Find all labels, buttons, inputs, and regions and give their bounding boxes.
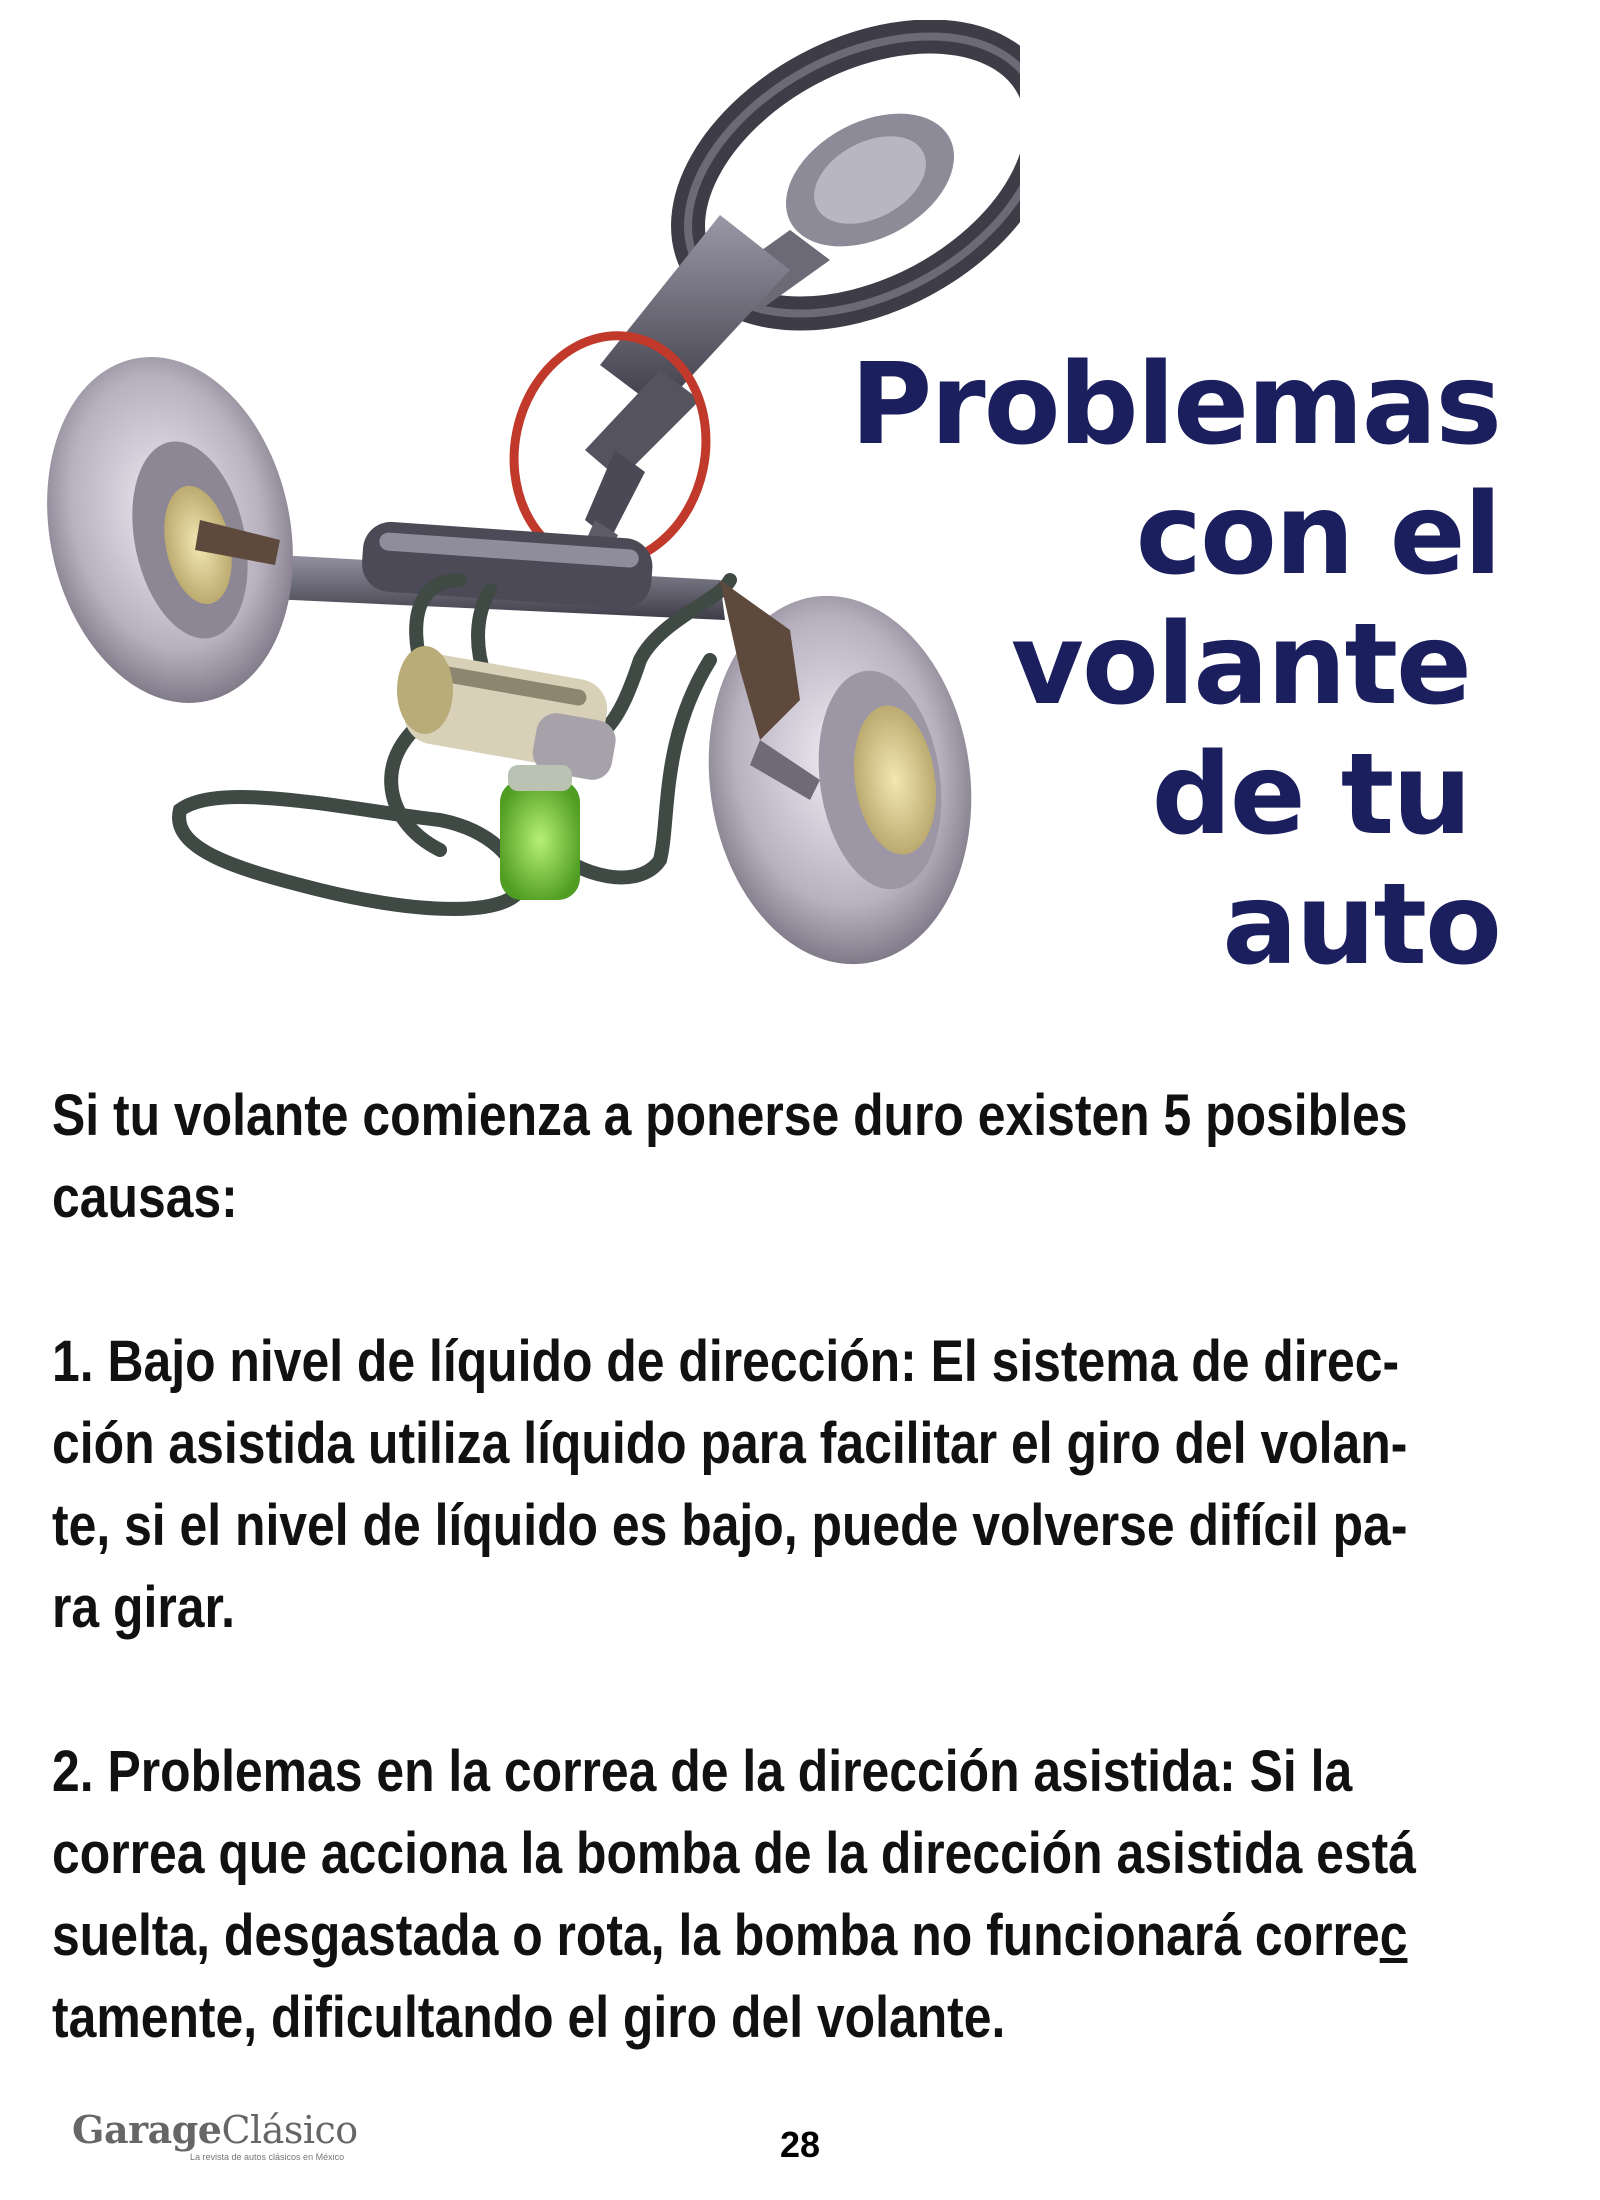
left-tire-icon	[20, 334, 324, 726]
logo-part-clasico: Clásico	[221, 2108, 358, 2152]
article-body	[52, 1075, 1416, 2141]
fluid-reservoir-icon	[500, 765, 580, 900]
cause-2-paragraph	[52, 1731, 1561, 2059]
cause-1-paragraph	[52, 1321, 1561, 1649]
logo-part-garage: Garage	[72, 2107, 222, 2152]
page-number: 28	[779, 2124, 821, 2165]
title-line: volante	[1010, 600, 1470, 730]
text-line	[52, 1895, 1561, 1977]
text-line: te, si el nivel de líquido es bajo, puede volverse difícil pa-	[52, 1493, 1408, 1558]
text-line: correa que acciona la bomba de la dirección asistida está	[52, 1821, 1416, 1886]
logo-wordmark	[72, 2108, 372, 2152]
logo-tagline: La revista de autos clásicos en México	[190, 2152, 345, 2162]
intro-paragraph	[52, 1075, 1561, 1239]
text-line: Si tu volante comienza a ponerse duro existen 5 posibles	[52, 1083, 1408, 1148]
text-fragment: suelta, desgastada o rota, la bomba no funcionará corre	[52, 1903, 1380, 1968]
text-line: tamente, dificultando el giro del volante.	[52, 1985, 1006, 2050]
text-line: ción asistida utiliza líquido para facilitar el giro del volan-	[52, 1411, 1408, 1476]
text-line: ra girar.	[52, 1575, 236, 1640]
magazine-logo	[72, 2108, 372, 2168]
title-line: con el	[1135, 470, 1500, 600]
title-line: auto	[1222, 860, 1500, 990]
text-line: causas:	[52, 1165, 238, 1230]
title-line: Problemas	[850, 340, 1500, 470]
article-title	[840, 340, 1520, 990]
underlined-letter: c	[1379, 1903, 1408, 1968]
text-line: 2. Problemas en la correa de la dirección asistida: Si la	[52, 1739, 1353, 1804]
text-line: 1. Bajo nivel de líquido de dirección: El sistema de direc-	[52, 1329, 1400, 1394]
title-line: de tu	[1151, 730, 1470, 860]
steering-pump-icon	[397, 646, 619, 783]
